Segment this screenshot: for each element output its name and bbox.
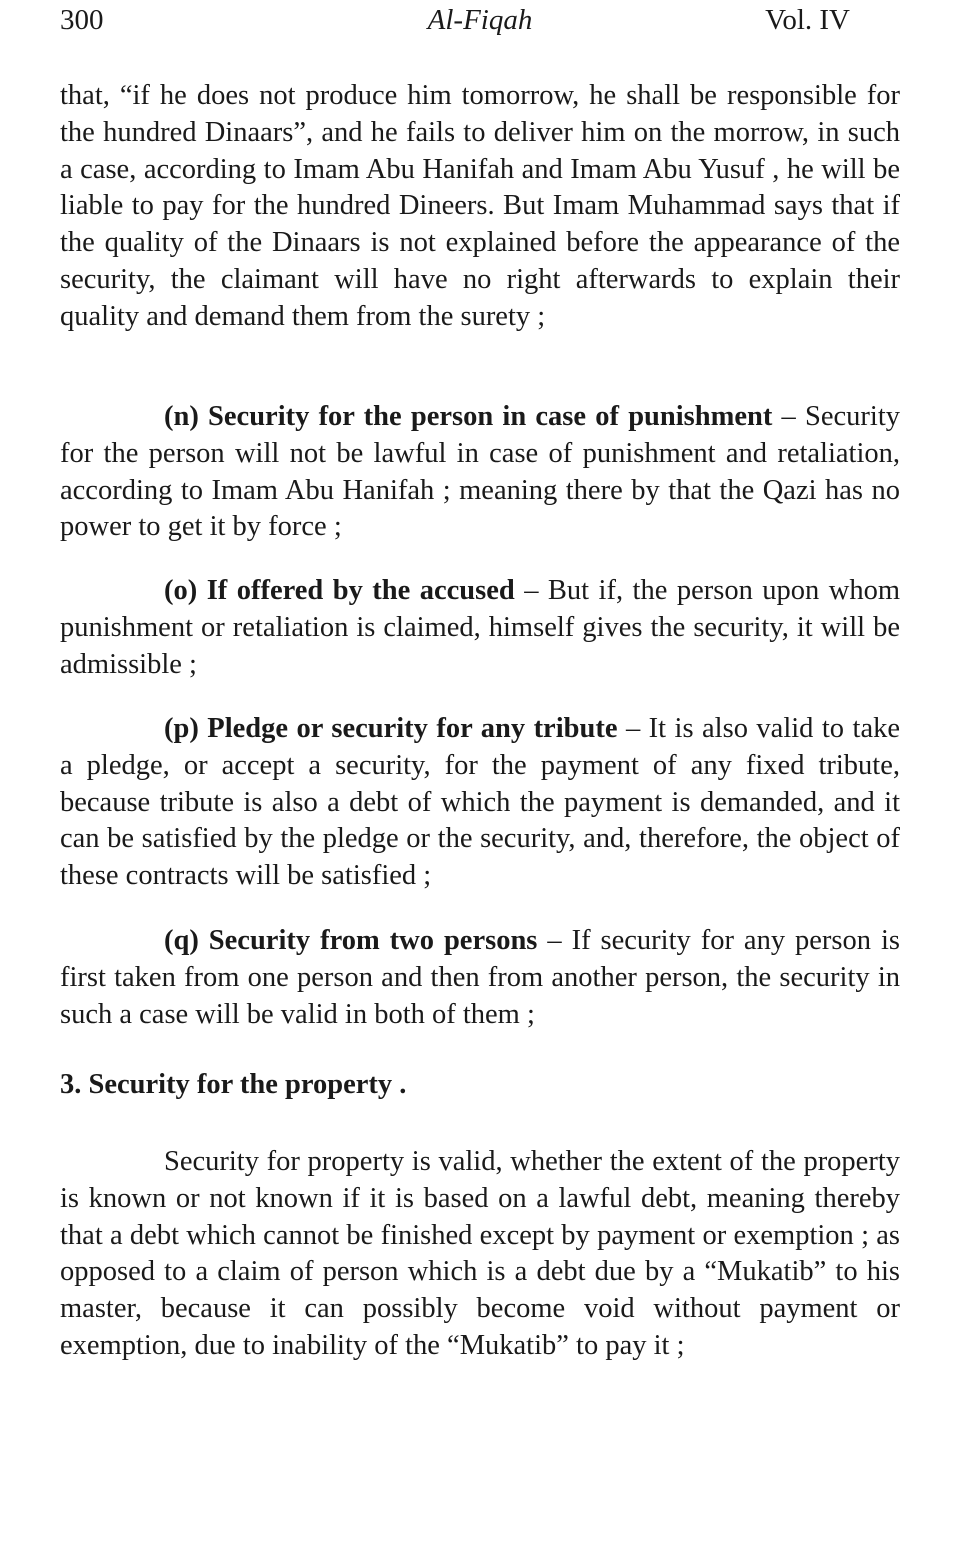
heading-o: (o) If offered by the accused — [164, 575, 515, 606]
paragraph-property: Security for property is valid, whether the extent of the property is known or not known if it is based on a lawful debt, meaning thereby that a debt which cannot be finished except by payment or exemption ; as opposed to a claim of person which is a debt due by a “Mukatib” to his master, because it can possibly become void without payment or exemption, due to inability of the “Mukatib” to pay it ; — [60, 1146, 900, 1361]
body-n: – Security for the person will not be lawful in case of punishment and retaliation, according to Imam Abu Hanifah ; meaning there by that the Qazi has no power to get it by force ; — [60, 401, 900, 543]
paragraph-p — [60, 711, 900, 895]
running-header — [60, 0, 900, 50]
document-page — [60, 0, 900, 1361]
section-heading: 3. Security for the property . — [60, 1069, 407, 1100]
page-number: 300 — [60, 4, 104, 36]
body-p: – It is also valid to take a pledge, or accept a security, for the payment of any fixed tribute, because tribute is also a debt of which the payment is demanded, and it can be satisfied by the pledge or the security, and, therefore, the object of these contracts will be satisfied ; — [60, 713, 900, 892]
heading-n: (n) Security for the person in case of punishment — [164, 401, 773, 432]
body-q: – If security for any person is first taken from one person and then from another person, the security in such a case will be valid in both of them ; — [60, 925, 900, 1030]
paragraph-continuation: that, “if he does not produce him tomorrow, he shall be responsible for the hundred Dinaars”, and he fails to deliver him on the morrow, in such a case, according to Imam Abu Hanifah and Imam Abu Yusuf , he will be liable to pay for the hundred Dineers. But Imam Muhammad says that if the quality of the Dinaars is not explained before the appearance of the security, the claimant will have no right afterwards to explain their quality and demand them from the surety ; — [60, 80, 900, 332]
paragraph-q — [60, 923, 900, 1033]
paragraph-n — [60, 399, 900, 546]
volume-label: Vol. IV — [765, 4, 850, 36]
body-o: – But if, the person upon whom punishment or retaliation is claimed, himself gives the security, it will be admissible ; — [60, 575, 900, 680]
book-title: Al-Fiqah — [427, 4, 533, 36]
heading-q: (q) Security from two persons — [164, 925, 538, 956]
paragraph-o — [60, 573, 900, 683]
heading-p: (p) Pledge or security for any tribute — [164, 713, 618, 744]
